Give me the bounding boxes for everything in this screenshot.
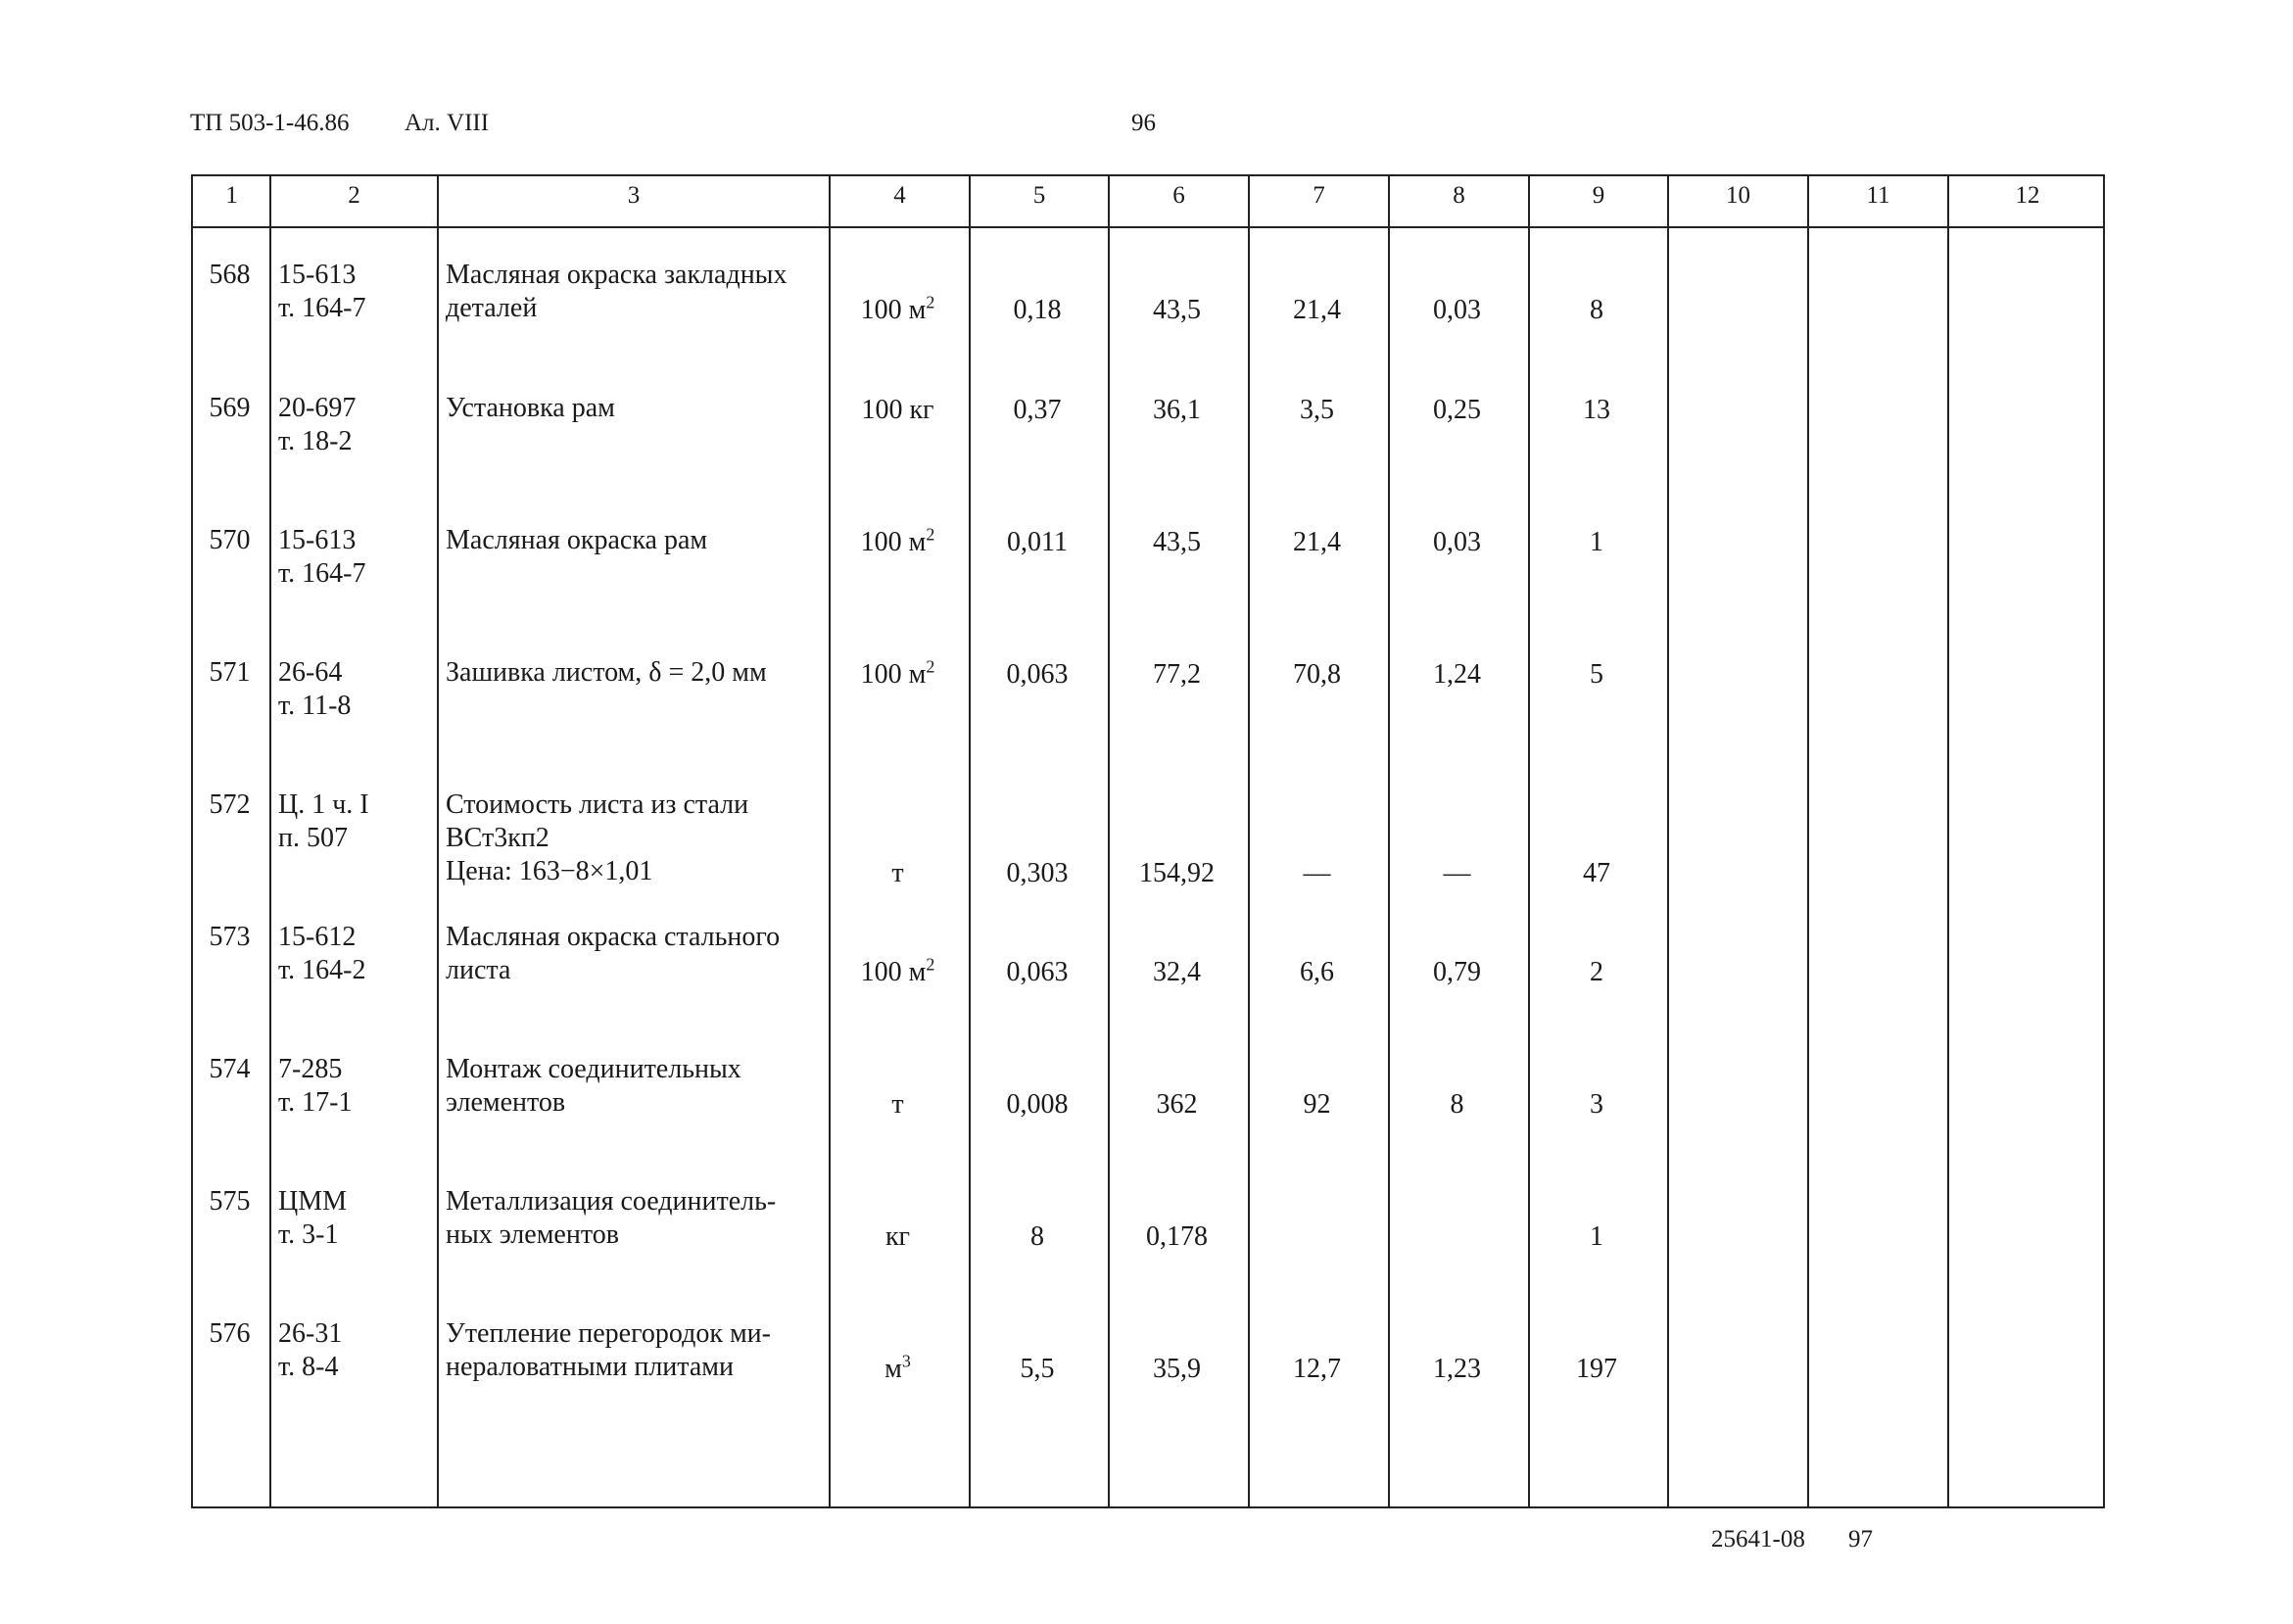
wages: — (1303, 858, 1331, 888)
total-cost: 3 (1590, 1089, 1603, 1120)
unit-text: т (891, 1089, 904, 1120)
unit-price: 77,2 (1153, 659, 1201, 690)
total-cost: 13 (1583, 395, 1610, 425)
unit-text: 100 м (860, 527, 927, 557)
quantity: 0,063 (1006, 659, 1069, 690)
total-cost: 1 (1590, 527, 1603, 557)
norm-code: 26-31 т. 8-4 (278, 1318, 343, 1382)
work-description: Металлизация соединитель- ных элементов (446, 1186, 777, 1250)
column-number-12: 12 (2015, 182, 2040, 209)
unit-text: м (884, 1354, 902, 1384)
wages: 21,4 (1293, 295, 1341, 325)
column-divider (1947, 176, 1949, 1506)
norm-code: ЦММ т. 3-1 (278, 1186, 348, 1250)
total-cost: 47 (1583, 858, 1610, 888)
norm-code: 7-285 т. 17-1 (278, 1054, 353, 1118)
unit-text: 100 м (860, 659, 927, 690)
page-number: 96 (1131, 110, 1156, 136)
column-divider (1807, 176, 1809, 1506)
total-cost: 8 (1590, 295, 1603, 325)
unit-price: 43,5 (1153, 527, 1201, 557)
unit-price: 0,178 (1146, 1221, 1208, 1252)
unit-exponent: 2 (926, 954, 935, 975)
unit-price: 32,4 (1153, 957, 1201, 987)
wages: 70,8 (1293, 659, 1341, 690)
norm-code: 15-613 т. 164-7 (278, 260, 366, 323)
total-cost: 2 (1590, 957, 1603, 987)
wages: 92 (1303, 1089, 1331, 1120)
work-description: Монтаж соединительных элементов (446, 1054, 741, 1118)
column-number-3: 3 (627, 182, 641, 209)
norm-code: 15-612 т. 164-2 (278, 922, 366, 985)
unit (830, 1220, 966, 1254)
column-number-9: 9 (1592, 182, 1605, 209)
column-number-6: 6 (1172, 182, 1185, 209)
column-divider (1108, 176, 1110, 1506)
machinery-cost: 1,24 (1433, 659, 1481, 690)
work-description: Масляная окраска рам (446, 525, 708, 555)
machinery-cost: 0,03 (1433, 295, 1481, 325)
unit-exponent: 2 (926, 292, 935, 312)
unit-text: 100 м (860, 957, 927, 987)
column-number-7: 7 (1313, 182, 1325, 209)
unit (830, 857, 966, 890)
total-cost: 197 (1576, 1354, 1617, 1384)
column-divider (269, 176, 271, 1506)
column-divider (1528, 176, 1530, 1506)
quantity: 0,008 (1006, 1089, 1069, 1120)
machinery-cost: 1,23 (1433, 1354, 1481, 1384)
row-number: 571 (209, 657, 251, 688)
document-code: ТП 503-1-46.86 (190, 110, 350, 136)
unit (830, 1353, 966, 1386)
work-description: Утепление перегородок ми- нераловатными плитами (446, 1318, 771, 1382)
sheet-label: Ал. VIII (405, 110, 490, 136)
header-divider (193, 226, 2103, 228)
wages: 3,5 (1300, 395, 1334, 425)
quantity: 0,18 (1013, 295, 1062, 325)
wages: 21,4 (1293, 527, 1341, 557)
footer-page-number: 97 (1848, 1526, 1873, 1552)
row-number: 570 (209, 525, 251, 555)
quantity: 5,5 (1020, 1354, 1055, 1384)
machinery-cost: 8 (1450, 1089, 1464, 1120)
column-divider (1248, 176, 1250, 1506)
wages: 12,7 (1293, 1354, 1341, 1384)
norm-code: Ц. 1 ч. I п. 507 (278, 789, 369, 853)
column-divider (969, 176, 971, 1506)
total-cost: 5 (1590, 659, 1603, 690)
unit-price: 36,1 (1153, 395, 1201, 425)
row-number: 576 (209, 1318, 251, 1349)
unit (830, 658, 966, 692)
quantity: 0,063 (1006, 957, 1069, 987)
unit-text: кг (884, 1221, 911, 1252)
unit-text: 100 м (860, 295, 927, 325)
column-number-5: 5 (1032, 182, 1046, 209)
norm-code: 20-697 т. 18-2 (278, 393, 357, 456)
unit (830, 294, 966, 327)
work-description: Стоимость листа из стали ВСт3кп2 Цена: 163−8×1,01 (446, 789, 749, 886)
wages: 6,6 (1300, 957, 1334, 987)
quantity: 0,303 (1006, 858, 1069, 888)
column-number-8: 8 (1453, 182, 1465, 209)
unit (830, 394, 966, 427)
unit-price: 35,9 (1153, 1354, 1201, 1384)
column-number-10: 10 (1726, 182, 1750, 209)
norm-code: 26-64 т. 11-8 (278, 657, 352, 721)
unit (830, 526, 966, 559)
unit-exponent: 2 (926, 524, 935, 545)
row-number: 574 (209, 1054, 251, 1084)
work-description: Зашивка листом, δ = 2,0 мм (446, 657, 767, 688)
work-description: Установка рам (446, 393, 615, 423)
footer-document-code: 25641-08 (1711, 1526, 1805, 1552)
estimate-table (191, 174, 2105, 1508)
machinery-cost: 0,79 (1433, 957, 1481, 987)
column-divider (437, 176, 439, 1506)
column-number-4: 4 (893, 182, 906, 209)
column-number-11: 11 (1866, 182, 1890, 209)
unit-exponent: 2 (926, 656, 935, 677)
column-divider (1667, 176, 1669, 1506)
row-number: 573 (209, 922, 251, 952)
column-divider (1388, 176, 1390, 1506)
machinery-cost: 0,25 (1433, 395, 1481, 425)
column-divider (829, 176, 831, 1506)
work-description: Масляная окраска закладных деталей (446, 260, 788, 323)
row-number: 575 (209, 1186, 251, 1217)
row-number: 572 (209, 789, 251, 820)
machinery-cost: 0,03 (1433, 527, 1481, 557)
quantity: 0,37 (1013, 395, 1062, 425)
machinery-cost: — (1443, 858, 1471, 888)
unit-text: 100 кг (861, 395, 934, 425)
row-number: 568 (209, 260, 251, 290)
column-number-2: 2 (348, 182, 360, 209)
unit-text: т (891, 858, 904, 888)
unit (830, 1088, 966, 1122)
work-description: Масляная окраска стального листа (446, 922, 781, 985)
quantity: 0,011 (1007, 527, 1068, 557)
total-cost: 1 (1590, 1221, 1603, 1252)
column-number-1: 1 (225, 182, 238, 209)
unit-price: 154,92 (1139, 858, 1215, 888)
unit-price: 43,5 (1153, 295, 1201, 325)
norm-code: 15-613 т. 164-7 (278, 525, 366, 589)
row-number: 569 (209, 393, 251, 423)
unit-price: 362 (1156, 1089, 1198, 1120)
unit (830, 956, 966, 989)
quantity: 8 (1030, 1221, 1044, 1252)
unit-exponent: 3 (901, 1351, 911, 1371)
